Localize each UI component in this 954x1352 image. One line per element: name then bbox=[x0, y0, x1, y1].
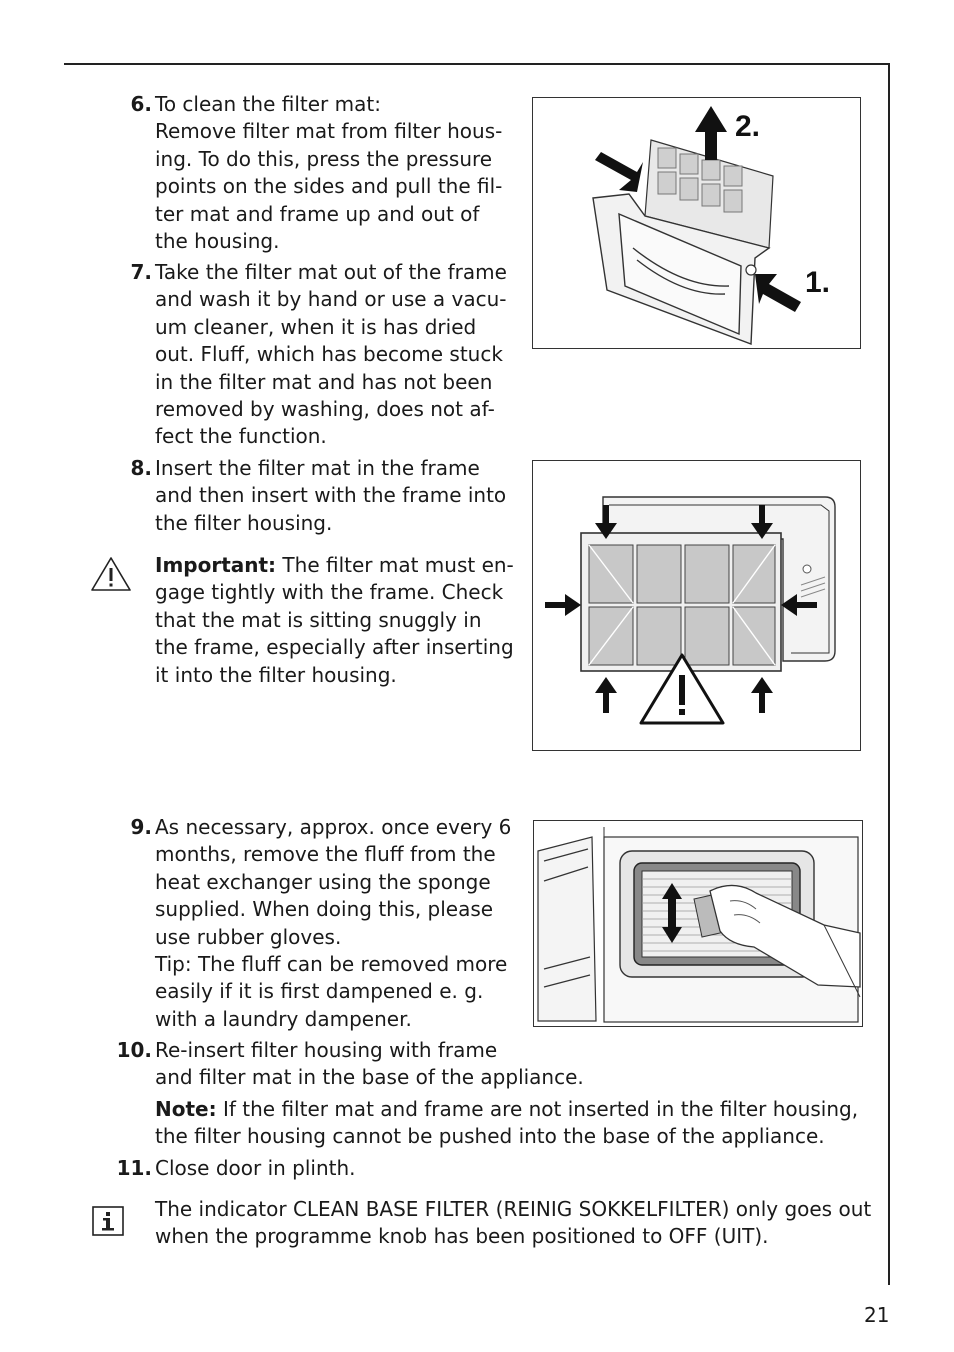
important-line: the frame, especially after inserting bbox=[155, 635, 514, 660]
filter-frame-illustration bbox=[533, 461, 860, 750]
arrow-icon bbox=[751, 677, 773, 713]
step-line: heat exchanger using the sponge bbox=[155, 869, 491, 894]
step-10 bbox=[0, 1037, 880, 1095]
step-line: Insert the filter mat in the frame bbox=[155, 456, 480, 480]
important-line: that the mat is sitting snuggly in bbox=[155, 607, 482, 632]
important-text-rest: The filter mat must en- bbox=[276, 553, 514, 577]
step-line: supplied. When doing this, please bbox=[155, 897, 494, 922]
step-line: out. Fluff, which has become stuck bbox=[155, 342, 503, 367]
step-8 bbox=[0, 455, 520, 540]
important-line: it into the filter housing. bbox=[155, 662, 397, 687]
step-number: 8. bbox=[130, 456, 152, 480]
step-line: in the filter mat and has not been bbox=[155, 369, 493, 394]
step-line: with a laundry dampener. bbox=[155, 1006, 412, 1031]
filter-housing-illustration bbox=[533, 98, 860, 348]
step-11 bbox=[0, 1155, 880, 1185]
label-step-1: 1. bbox=[805, 266, 831, 299]
arrow-icon bbox=[595, 152, 643, 192]
step-line: To clean the filter mat: bbox=[155, 92, 381, 116]
important-note bbox=[0, 552, 520, 692]
step-6 bbox=[0, 91, 520, 261]
step-text bbox=[155, 1155, 356, 1182]
step-line: months, remove the fluff from the bbox=[155, 842, 496, 867]
important-first-line bbox=[155, 552, 514, 579]
step-number: 6. bbox=[130, 92, 152, 116]
heat-exchanger-illustration bbox=[534, 821, 862, 1026]
step-line: and wash it by hand or use a vacu- bbox=[155, 287, 507, 312]
note-text-rest: If the filter mat and frame are not inserted in the filter housing, bbox=[216, 1097, 859, 1121]
step-line: um cleaner, when it is has dried bbox=[155, 314, 477, 339]
step-number: 7. bbox=[130, 260, 152, 284]
info-line: when the programme knob has been positioned to OFF (UIT). bbox=[155, 1224, 769, 1249]
step-7 bbox=[0, 259, 520, 454]
info-line: The indicator CLEAN BASE FILTER (REINIG SOKKELFILTER) only goes out bbox=[155, 1197, 872, 1221]
arrow-icon bbox=[755, 274, 801, 312]
note-first-line bbox=[155, 1096, 858, 1123]
important-label: Important: bbox=[155, 553, 277, 577]
right-rule bbox=[888, 63, 890, 1285]
step-line: points on the sides and pull the fil- bbox=[155, 174, 503, 199]
step-number: 11. bbox=[116, 1156, 152, 1180]
step-text bbox=[155, 455, 506, 537]
step-number: 10. bbox=[116, 1038, 152, 1062]
note-line: the filter housing cannot be pushed into the base of the appliance. bbox=[155, 1124, 825, 1149]
note-paragraph bbox=[0, 1096, 880, 1154]
important-line: gage tightly with the frame. Check bbox=[155, 580, 504, 605]
step-text bbox=[155, 91, 502, 255]
important-text bbox=[155, 552, 514, 689]
step-line: and filter mat in the base of the appliance. bbox=[155, 1065, 584, 1090]
step-line: the housing. bbox=[155, 229, 280, 254]
arrow-icon bbox=[545, 594, 581, 616]
step-line: removed by washing, does not af- bbox=[155, 397, 495, 422]
step-9 bbox=[0, 814, 520, 1039]
step-line: Remove filter mat from filter hous- bbox=[155, 119, 503, 144]
note-text bbox=[155, 1096, 858, 1151]
figure-mat-in-frame bbox=[532, 460, 861, 751]
step-text bbox=[155, 1037, 584, 1092]
top-rule bbox=[64, 63, 890, 65]
step-line: fect the function. bbox=[155, 424, 327, 449]
page-number: 21 bbox=[864, 1303, 890, 1327]
step-line: Tip: The fluff can be removed more bbox=[155, 952, 508, 977]
step-line: the filter housing. bbox=[155, 510, 333, 535]
label-step-2: 2. bbox=[735, 110, 761, 143]
step-line: easily if it is first dampened e. g. bbox=[155, 979, 484, 1004]
step-number: 9. bbox=[130, 815, 152, 839]
figure-remove-filter-mat bbox=[532, 97, 861, 349]
info-paragraph bbox=[0, 1196, 880, 1254]
step-line: Take the filter mat out of the frame bbox=[155, 260, 507, 284]
info-text bbox=[155, 1196, 871, 1251]
step-line: use rubber gloves. bbox=[155, 924, 342, 949]
arrow-icon bbox=[695, 106, 727, 160]
step-line: and then insert with the frame into bbox=[155, 483, 507, 508]
step-line: ter mat and frame up and out of bbox=[155, 201, 480, 226]
step-text bbox=[155, 814, 511, 1033]
note-label: Note: bbox=[155, 1097, 217, 1121]
figure-clean-heat-exchanger bbox=[533, 820, 863, 1027]
step-line: As necessary, approx. once every 6 bbox=[155, 815, 512, 839]
step-text bbox=[155, 259, 507, 451]
step-line: Re-insert filter housing with frame bbox=[155, 1038, 498, 1062]
step-line: Close door in plinth. bbox=[155, 1156, 356, 1180]
arrow-icon bbox=[595, 677, 617, 713]
step-line: ing. To do this, press the pressure bbox=[155, 146, 493, 171]
